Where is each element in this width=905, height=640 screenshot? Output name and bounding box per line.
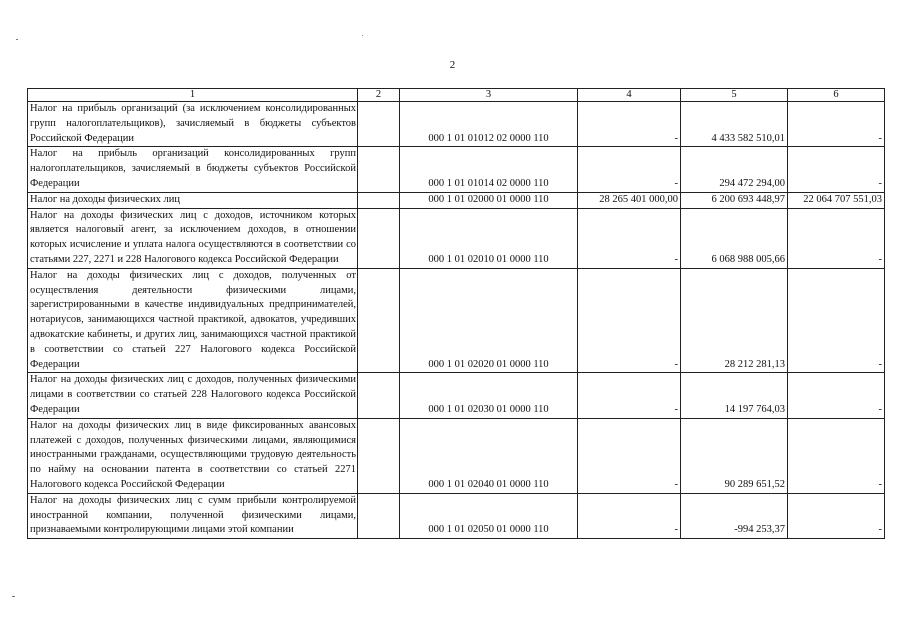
header-cell-3: 3: [400, 89, 578, 102]
row-col6: -: [788, 208, 885, 268]
row-code: 000 1 01 02050 01 0000 110: [400, 493, 578, 538]
row-col2: [358, 418, 400, 493]
table-row: [28, 268, 885, 373]
row-col5: -994 253,37: [681, 493, 788, 538]
row-col4: -: [578, 208, 681, 268]
row-col6: -: [788, 418, 885, 493]
table-row: [28, 192, 885, 208]
page-number: 2: [449, 59, 456, 71]
row-col6: 22 064 707 551,03: [788, 192, 885, 208]
table-row: [28, 102, 885, 147]
scan-speck: [12, 596, 15, 597]
row-col2: [358, 192, 400, 208]
table-row: [28, 418, 885, 493]
row-code: 000 1 01 02000 01 0000 110: [400, 192, 578, 208]
row-col2: [358, 373, 400, 418]
row-col4: -: [578, 268, 681, 373]
row-col5: 6 200 693 448,97: [681, 192, 788, 208]
header-cell-2: 2: [358, 89, 400, 102]
table-row: [28, 208, 885, 268]
row-col2: [358, 102, 400, 147]
header-cell-1: 1: [28, 89, 358, 102]
row-description: Налог на доходы физических лиц с сумм прибыли контролируемой иностранной компании, полученной физическими лицами, признаваемыми контролирующими лицами этой компании: [28, 493, 358, 538]
row-col4: 28 265 401 000,00: [578, 192, 681, 208]
table-row: [28, 147, 885, 192]
row-col2: [358, 268, 400, 373]
scan-speck: [362, 35, 363, 36]
table-row: [28, 493, 885, 538]
row-col4: -: [578, 373, 681, 418]
row-code: 000 1 01 02040 01 0000 110: [400, 418, 578, 493]
row-description: Налог на доходы физических лиц: [28, 192, 358, 208]
row-col6: -: [788, 373, 885, 418]
row-col5: 4 433 582 510,01: [681, 102, 788, 147]
budget-table: [27, 88, 885, 539]
row-col4: -: [578, 102, 681, 147]
row-col6: -: [788, 147, 885, 192]
table-row: [28, 373, 885, 418]
row-col4: -: [578, 418, 681, 493]
row-description: Налог на доходы физических лиц с доходов, полученных физическими лицами в соответствии со статьей 228 Налогового кодекса Российской Федерации: [28, 373, 358, 418]
header-cell-4: 4: [578, 89, 681, 102]
row-col6: -: [788, 102, 885, 147]
row-code: 000 1 01 02030 01 0000 110: [400, 373, 578, 418]
row-col6: -: [788, 268, 885, 373]
row-description: Налог на прибыль организаций (за исключением консолидированных групп налогоплательщиков), зачисляемый в бюджеты субъектов Российской Федерации: [28, 102, 358, 147]
row-col5: 6 068 988 005,66: [681, 208, 788, 268]
row-col5: 90 289 651,52: [681, 418, 788, 493]
row-code: 000 1 01 01012 02 0000 110: [400, 102, 578, 147]
row-col4: -: [578, 493, 681, 538]
row-col2: [358, 493, 400, 538]
row-col2: [358, 208, 400, 268]
row-col6: -: [788, 493, 885, 538]
scan-speck: [16, 39, 18, 40]
header-cell-6: 6: [788, 89, 885, 102]
header-row: [28, 89, 885, 102]
row-code: 000 1 01 01014 02 0000 110: [400, 147, 578, 192]
row-col4: -: [578, 147, 681, 192]
row-col5: 294 472 294,00: [681, 147, 788, 192]
row-description: Налог на прибыль организаций консолидированных групп налогоплательщиков, зачисляемый в бюджеты субъектов Российской Федерации: [28, 147, 358, 192]
header-cell-5: 5: [681, 89, 788, 102]
row-code: 000 1 01 02010 01 0000 110: [400, 208, 578, 268]
row-col5: 14 197 764,03: [681, 373, 788, 418]
row-col5: 28 212 281,13: [681, 268, 788, 373]
row-description: Налог на доходы физических лиц в виде фиксированных авансовых платежей с доходов, полученных физическими лицами, являющимися иностранными гражданами, осуществляющими трудовую деятельность по найму на основании патента в соответствии со статьей 2271 Налогового кодекса Российской Федерации: [28, 418, 358, 493]
row-description: Налог на доходы физических лиц с доходов, полученных от осуществления деятельности физическими лицами, зарегистрированными в качестве индивидуальных предпринимателей, нотариусов, занимающихся частной практикой, адвокатов, учредивших адвокатские кабинеты, и других лиц, занимающихся частной практикой в соответствии со статьей 227 Налогового кодекса Российской Федерации: [28, 268, 358, 373]
row-description: Налог на доходы физических лиц с доходов, источником которых является налоговый агент, за исключением доходов, в отношении которых исчисление и уплата налога осуществляются в соответствии со статьями 227, 2271 и 228 Налогового кодекса Российской Федерации: [28, 208, 358, 268]
row-col2: [358, 147, 400, 192]
row-code: 000 1 01 02020 01 0000 110: [400, 268, 578, 373]
